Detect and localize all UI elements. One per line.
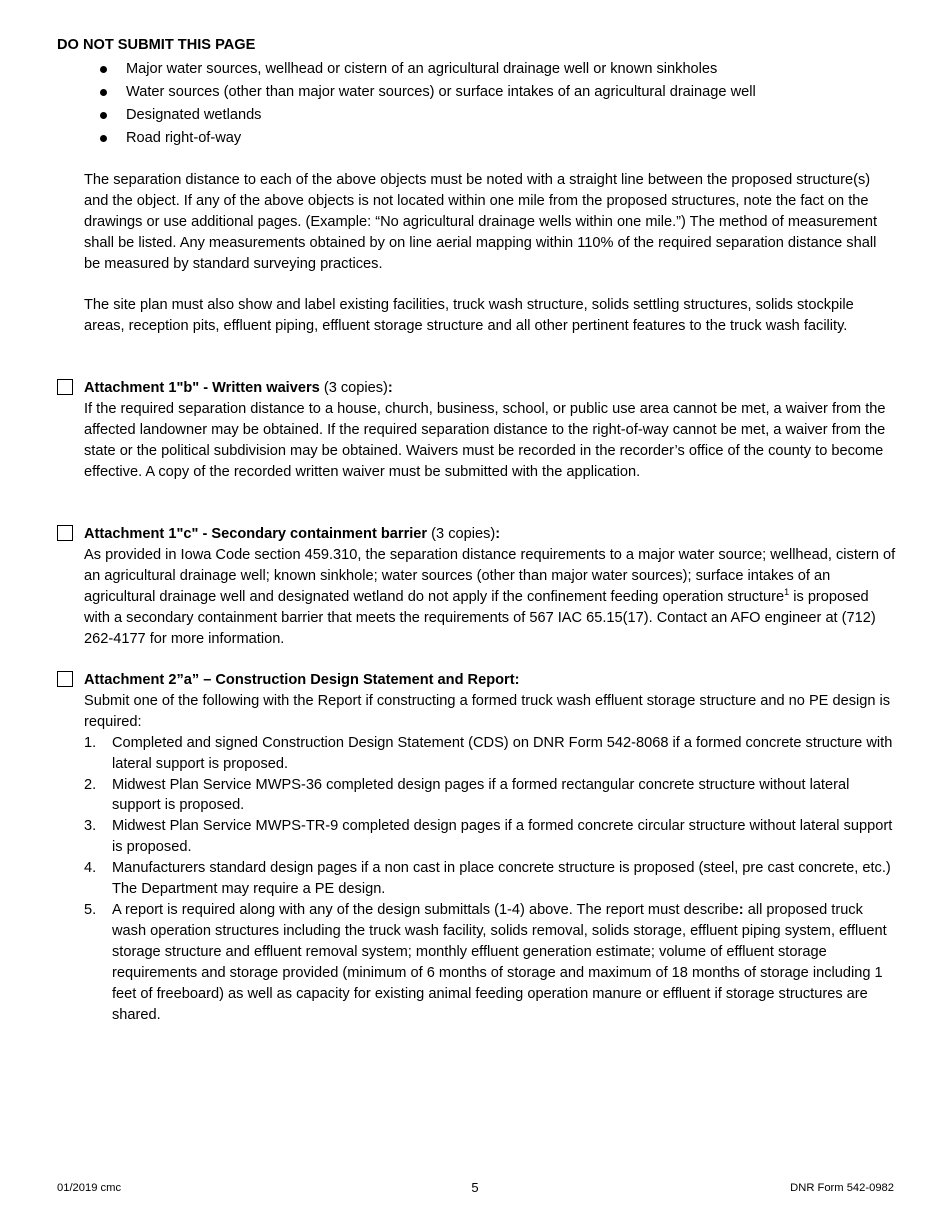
attachment-1b-checkbox[interactable] (57, 379, 73, 395)
attachment-1b-copies: (3 copies) (319, 380, 388, 396)
list-item: 2. Midwest Plan Service MWPS-36 completed design pages if a formed rectangular concrete structure without lateral support is proposed. (84, 776, 850, 814)
bullet-icon (100, 112, 107, 119)
attachment-1c-title: Attachment 1"c" - Secondary containment barrier (84, 526, 428, 542)
separation-objects-list (84, 59, 904, 151)
attachment-1c-section (57, 524, 897, 649)
list-item: 4. Manufacturers standard design pages if a non cast in place concrete structure is proposed (steel, pre cast concrete, etc.) The Department may require a PE design. (84, 860, 891, 898)
site-plan-paragraph: The site plan must also show and label existing facilities, truck wash structure, solids settling structures, solids stockpile areas, reception pits, effluent piping, effluent storage structure and all other pertinent features to the truck wash facility. (84, 297, 854, 334)
page-header: DO NOT SUBMIT THIS PAGE (57, 37, 256, 53)
footnote-reference: 1 (784, 586, 790, 597)
attachment-1b-heading: Attachment 1"b" - Written waivers (3 copies): (57, 378, 897, 399)
bullet-icon (100, 135, 107, 142)
bullet-icon (100, 66, 107, 73)
footer-form-number: DNR Form 542-0982 (790, 1182, 894, 1194)
attachment-2a-heading (57, 670, 897, 691)
footer-revision-date: 01/2019 cmc (57, 1182, 122, 1194)
attachment-1c-copies: (3 copies) (427, 526, 496, 542)
list-item: 3. Midwest Plan Service MWPS-TR-9 completed design pages if a formed concrete circular structure without lateral support is proposed. (84, 818, 893, 856)
attachment-1b-body: If the required separation distance to a house, church, business, school, or public use area cannot be met, a waiver from the affected landowner may be obtained. If the required separation distance to the right-of-way cannot be met, a waiver from the state or the political subdivision may be obtained. Waivers must be recorded in the recorder’s office of the county to become effective. A copy of the recorded written waiver must be submitted with the application. (84, 400, 886, 480)
list-item: Road right-of-way (84, 128, 904, 151)
attachment-2a-intro: Submit one of the following with the Report if constructing a formed truck wash effluent storage structure and no PE design is required: (84, 692, 891, 730)
list-item: 5. A report is required along with any of the design submittals (1-4) above. The report must describe: all proposed truck wash operation structures including the truck wash facility, solids removal, solids storage, effluent piping system, effluent storage structure and effluent removal system; monthly effluent generation estimate; volume of effluent storage requirements and storage provided (minimum of 6 months of storage and maximum of 18 months of storage including 1 feet of freeboard) as well as capacity for existing animal feeding operation manure or effluent if storage structures are shared. (84, 901, 887, 1023)
attachment-1b-title: Attachment 1"b" - Written waivers (84, 380, 320, 396)
list-item: Designated wetlands (84, 105, 904, 128)
attachment-2a-title: Attachment 2”a” – Construction Design Statement and Report: (84, 672, 520, 688)
attachment-1c-heading: Attachment 1"c" - Secondary containment barrier (3 copies): (57, 524, 897, 545)
attachment-2a-checkbox[interactable] (57, 671, 73, 687)
list-item: 1. Completed and signed Construction Design Statement (CDS) on DNR Form 542-8068 if a formed concrete structure with lateral support is proposed. (84, 734, 893, 772)
design-submittals-list (57, 733, 897, 1026)
attachment-1b-section (57, 378, 897, 483)
attachment-1c-checkbox[interactable] (57, 525, 73, 541)
attachment-1c-body: As provided in Iowa Code section 459.310, the separation distance requirements to a major water source; wellhead, cistern of an agricultural drainage well; known sinkhole; water sources (other than major water sources); surface intakes of an agricultural drainage well and designated wetland do not apply if the confinement feeding operation structure$^1$ is proposed with a secondary containment barrier that meets the requirements of 567 IAC 65.15(17). Contact an AFO engineer at (712) 262-4177 for more information. (84, 546, 896, 647)
list-item: Water sources (other than major water sources) or surface intakes of an agricultural drainage well (84, 82, 904, 105)
list-item: Major water sources, wellhead or cistern of an agricultural drainage well or known sinkholes (84, 59, 904, 82)
separation-distance-paragraph: The separation distance to each of the above objects must be noted with a straight line between the proposed structure(s) and the object. If any of the above objects is not located within one mile from the proposed structures, note the fact on the drawings or use additional pages. (Example: “No agricultural drainage wells within one mile.”) The method of measurement shall be listed. Any measurements obtained by on line aerial mapping within 110% of the required separation distance shall be measured by standard surveying practices. (84, 172, 878, 272)
attachment-2a-section (57, 670, 897, 1025)
bullet-icon (100, 89, 107, 96)
footer-page-number: 5 (471, 1180, 479, 1195)
